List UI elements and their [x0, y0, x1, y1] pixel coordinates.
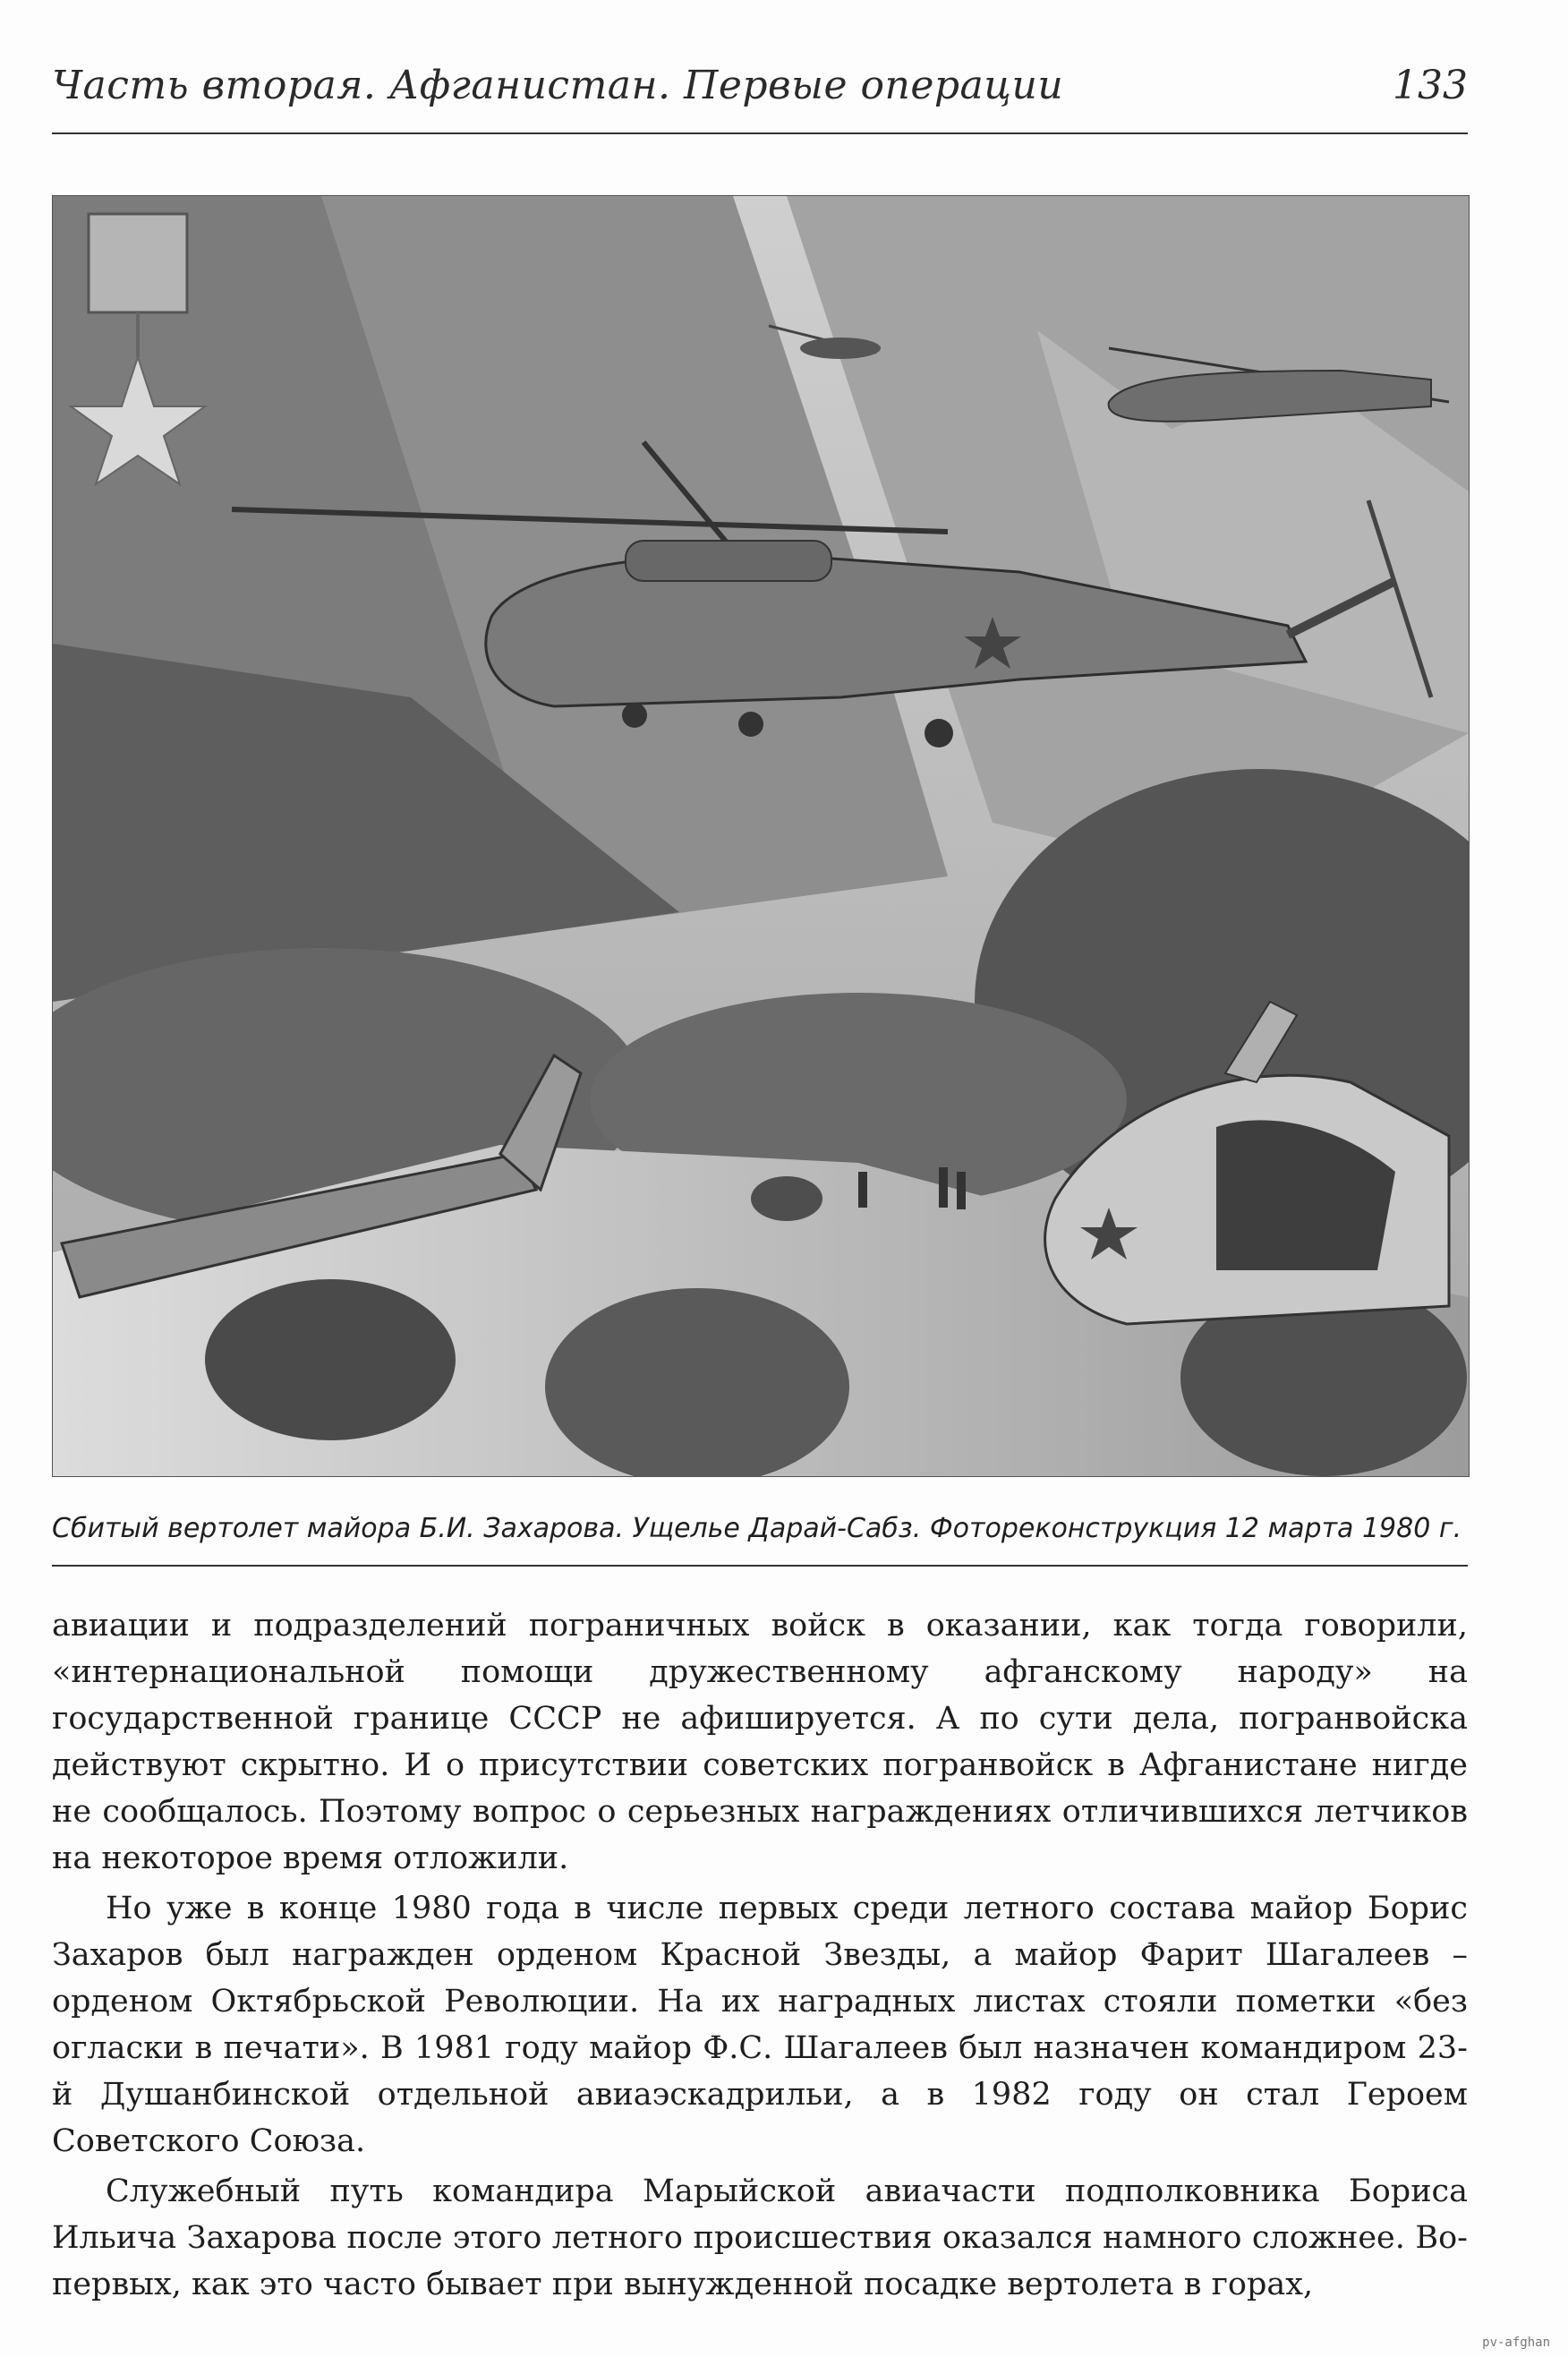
photo-illustration — [53, 196, 1469, 1476]
body-text — [52, 1602, 1468, 2308]
watermark: pv-afghan — [1482, 2336, 1550, 2350]
paragraph-1: авиации и подразделений пограничных войск в оказании, как тогда говорили, «интернациональной помощи дружественному афганскому народу» на государственной границе СССР не афишируется. А по сути дела, погранвойска действуют скрытно. И о присутствии советских погранвойск в Афганистане нигде не сообщалось. Поэтому вопрос о серьезных награждениях отличившихся летчиков на некоторое время отложили. — [52, 1608, 1468, 1876]
paragraph-3: Служебный путь командира Марыйской авиачасти подполковника Бориса Ильича Захарова после этого летного происшествия оказался намного сложнее. Во-первых, как это часто бывает при вынужденной посадке вертолета в горах, — [52, 2173, 1468, 2302]
running-header — [52, 63, 1468, 125]
photo-helicopter-reconstruction — [52, 195, 1470, 1477]
figure-caption: Сбитый вертолет майора Б.И. Захарова. Ущелье Дарай-Сабз. Фотореконструкция 12 марта 1980 г. — [52, 1513, 1462, 1544]
page-number: 133 — [1393, 63, 1468, 108]
header-divider — [52, 132, 1468, 134]
caption-divider — [52, 1565, 1468, 1567]
chapter-title: Часть вторая. Афганистан. Первые операции — [52, 63, 1064, 108]
paragraph-2: Но уже в конце 1980 года в числе первых среди летного состава майор Борис Захаров был награжден орденом Красной Звезды, а майор Фарит Шагалеев – орденом Октябрьской Революции. На их наградных листах стояли пометки «без огласки в печати». В 1981 году майор Ф.С. Шагалеев был назначен командиром 23-й Душанбинской отдельной авиаэскадрильи, а в 1982 году он стал Героем Советского Союза. — [52, 1891, 1468, 2159]
